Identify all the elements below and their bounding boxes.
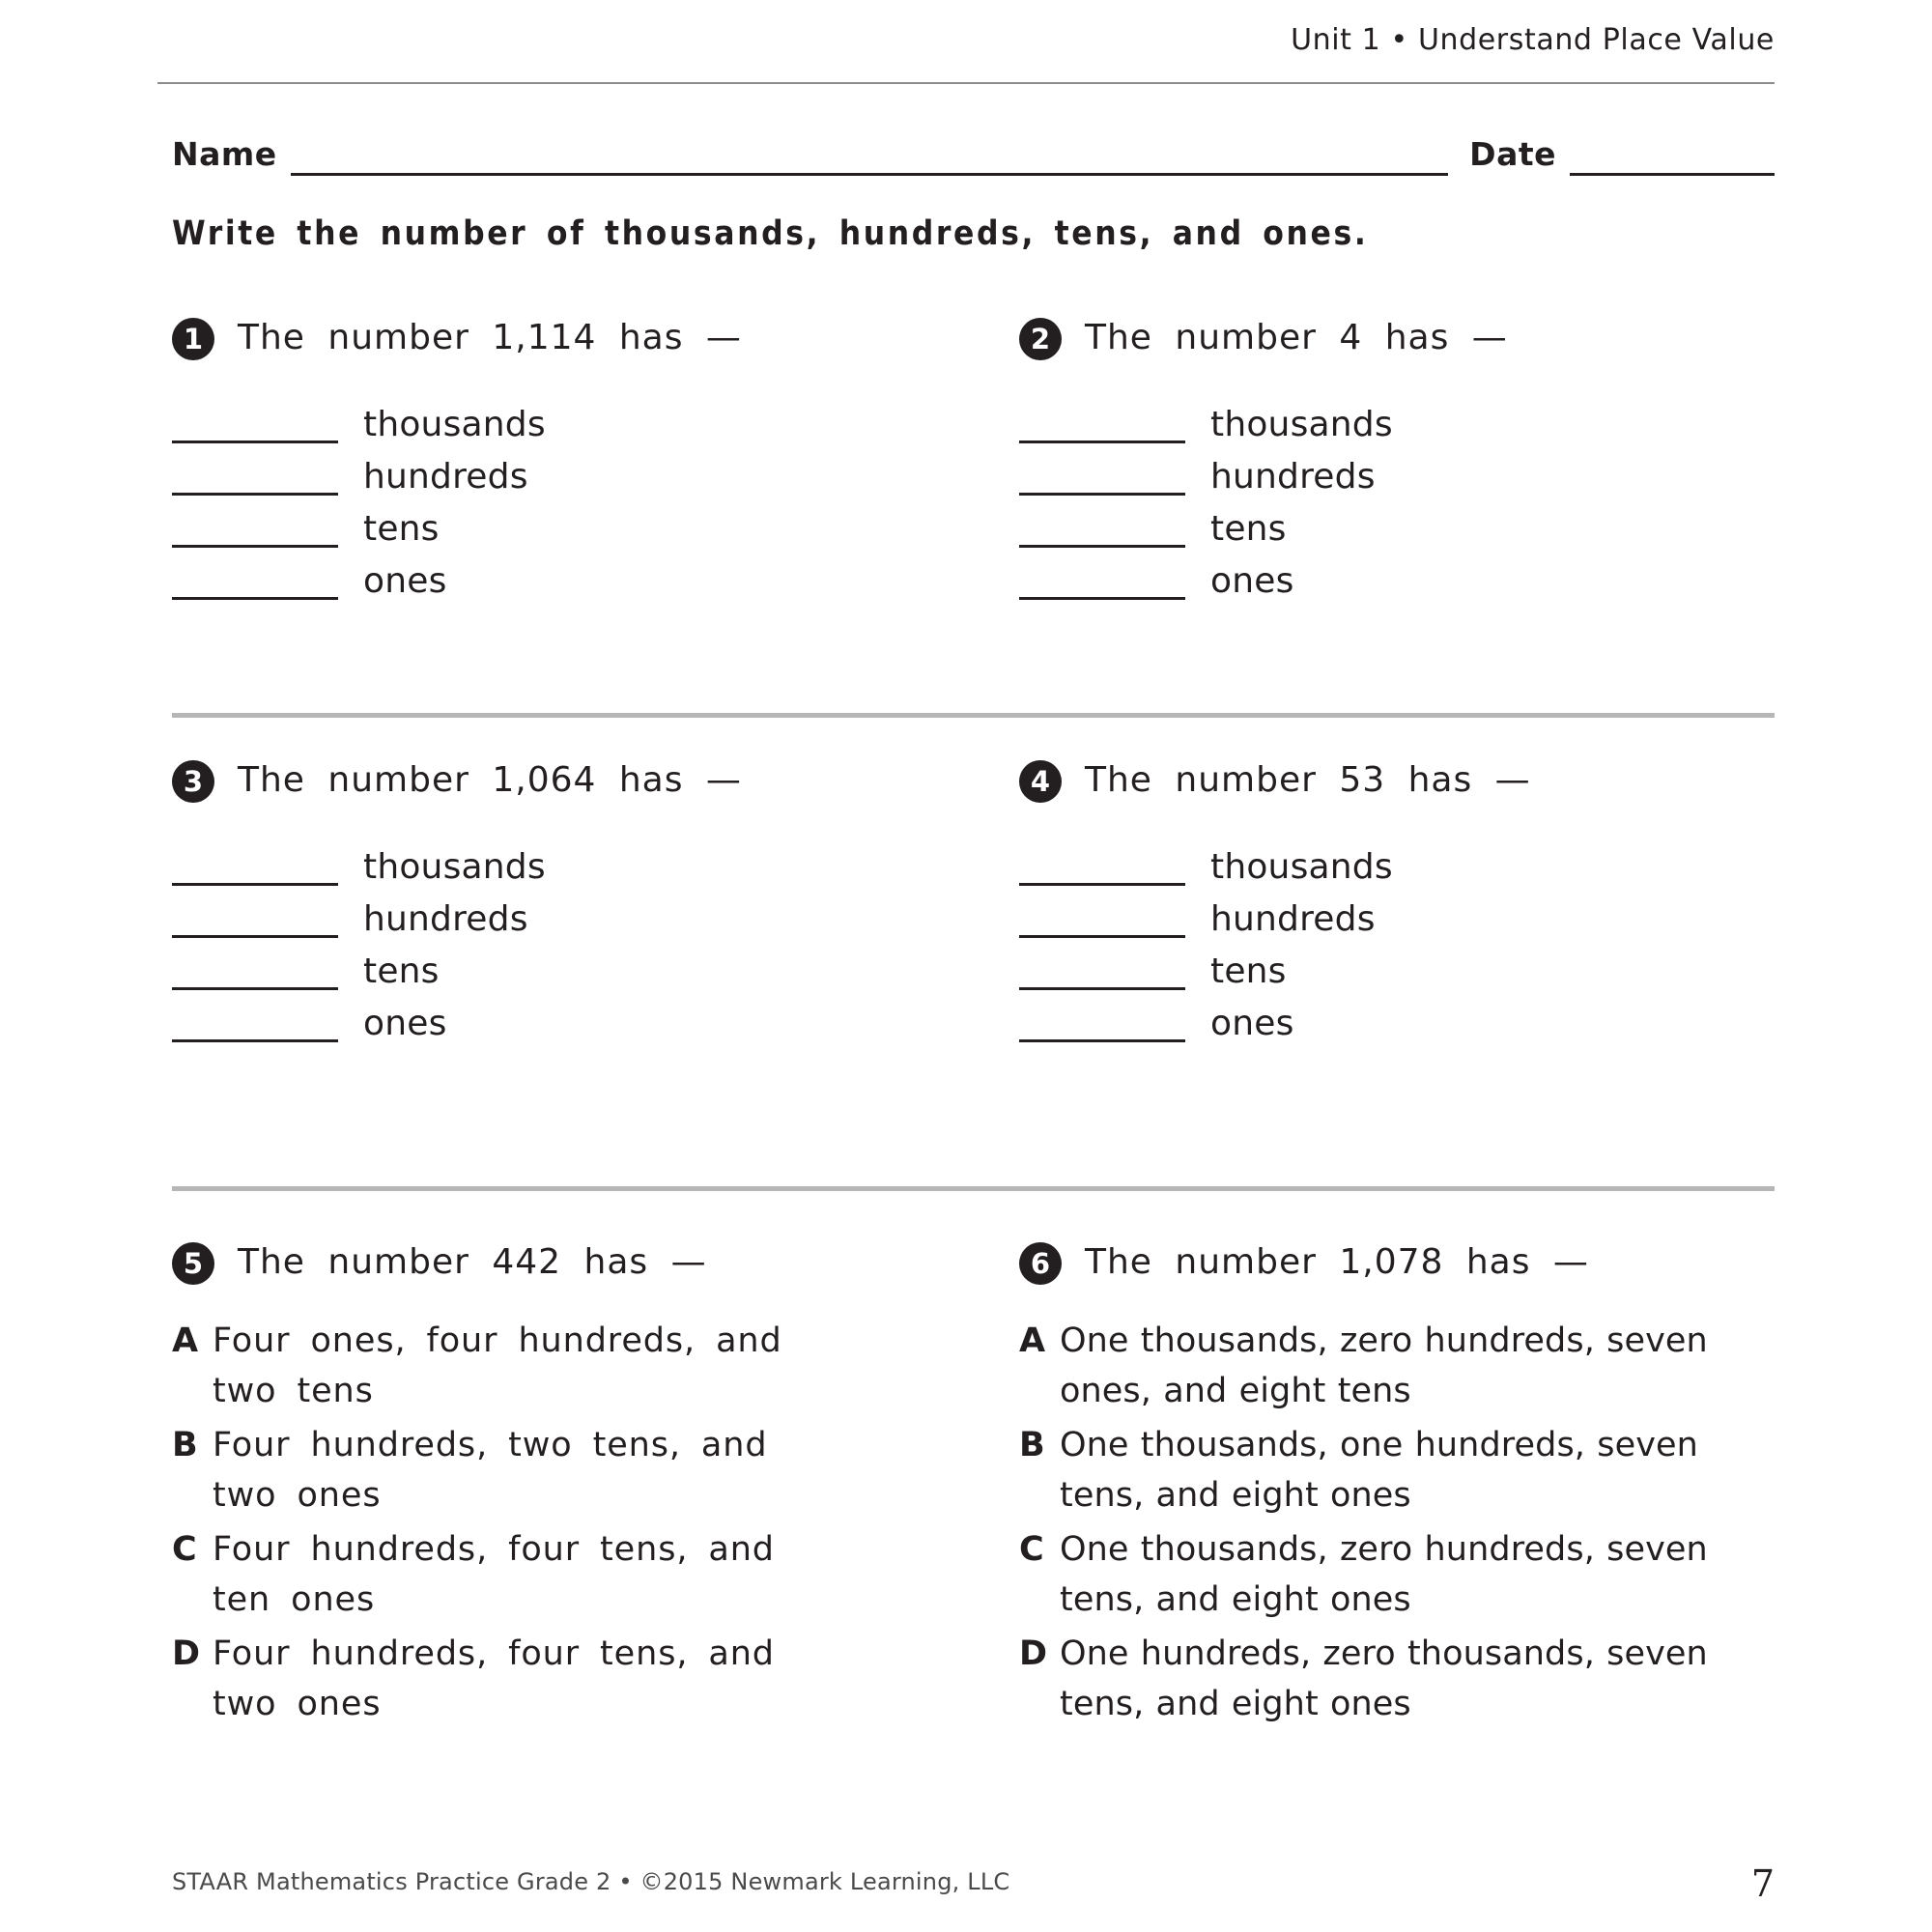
blank-row	[172, 399, 964, 451]
choice-letter-b: B	[1019, 1426, 1045, 1464]
answer-blank-ones[interactable]	[1019, 1039, 1185, 1042]
choice-text-a: One thousands, zero hundreds, seven ones, and eight tens	[1060, 1321, 1708, 1410]
question-2-number-badge: 2	[1019, 318, 1062, 360]
choice-text-a: Four ones, four hundreds, and two tens	[213, 1321, 782, 1410]
blank-row	[1019, 841, 1869, 894]
question-1-header	[172, 314, 964, 362]
place-label-thousands: thousands	[1210, 405, 1393, 444]
choice-option-d[interactable]	[172, 1629, 964, 1729]
question-4-blanks	[1019, 841, 1869, 1050]
question-3-number-badge: 3	[172, 760, 214, 803]
page-number: 7	[1750, 1862, 1775, 1905]
choice-letter-d: D	[172, 1634, 201, 1673]
date-label: Date	[1469, 135, 1556, 173]
choice-letter-a: A	[172, 1321, 199, 1360]
section-divider-2	[172, 1186, 1775, 1191]
answer-blank-ones[interactable]	[172, 1039, 338, 1042]
blank-row	[172, 894, 964, 946]
question-4-prompt: The number 53 has —	[1085, 760, 1531, 800]
blank-row	[1019, 946, 1869, 998]
running-head: Unit 1 • Understand Place Value	[1291, 23, 1775, 57]
place-label-hundreds: hundreds	[363, 457, 528, 497]
choice-letter-d: D	[1019, 1634, 1048, 1673]
place-label-tens: tens	[363, 509, 440, 549]
question-4-header	[1019, 756, 1869, 805]
answer-blank-tens[interactable]	[172, 987, 338, 990]
question-6-header	[1019, 1238, 1869, 1287]
answer-blank-thousands[interactable]	[1019, 883, 1185, 886]
choice-letter-c: C	[1019, 1530, 1044, 1569]
choice-text-b: One thousands, one hundreds, seven tens, and eight ones	[1060, 1426, 1698, 1515]
question-6-number-badge: 6	[1019, 1242, 1062, 1285]
place-label-tens: tens	[1210, 509, 1287, 549]
answer-blank-thousands[interactable]	[1019, 440, 1185, 443]
place-label-thousands: thousands	[1210, 847, 1393, 887]
question-2-prompt: The number 4 has —	[1085, 318, 1508, 357]
instruction-text: Write the number of thousands, hundreds, tens, and ones.	[172, 214, 1369, 253]
place-label-ones: ones	[1210, 561, 1294, 601]
question-1-prompt: The number 1,114 has —	[238, 318, 742, 357]
question-3-header	[172, 756, 964, 805]
choice-letter-b: B	[172, 1426, 198, 1464]
answer-blank-tens[interactable]	[172, 545, 338, 548]
answer-blank-ones[interactable]	[1019, 597, 1185, 600]
question-4	[1019, 756, 1869, 1050]
choice-letter-a: A	[1019, 1321, 1046, 1360]
choice-option-b[interactable]	[172, 1420, 964, 1520]
question-6	[1019, 1238, 1869, 1733]
place-label-tens: tens	[363, 952, 440, 991]
answer-blank-thousands[interactable]	[172, 883, 338, 886]
blank-row	[172, 503, 964, 555]
answer-blank-hundreds[interactable]	[172, 935, 338, 938]
answer-blank-hundreds[interactable]	[1019, 935, 1185, 938]
blank-row	[1019, 998, 1869, 1050]
place-label-ones: ones	[1210, 1004, 1294, 1043]
answer-blank-hundreds[interactable]	[172, 493, 338, 496]
question-4-number-badge: 4	[1019, 760, 1062, 803]
blank-row	[1019, 399, 1869, 451]
answer-blank-thousands[interactable]	[172, 440, 338, 443]
answer-blank-hundreds[interactable]	[1019, 493, 1185, 496]
blank-row	[172, 998, 964, 1050]
section-divider-1	[172, 713, 1775, 718]
question-5-header	[172, 1238, 964, 1287]
choice-text-c: Four hundreds, four tens, and ten ones	[213, 1530, 775, 1619]
question-1-blanks	[172, 399, 964, 608]
blank-row	[1019, 503, 1869, 555]
place-label-tens: tens	[1210, 952, 1287, 991]
header-divider	[157, 82, 1775, 84]
choice-option-b[interactable]	[1019, 1420, 1869, 1520]
question-3	[172, 756, 964, 1050]
choice-text-d: Four hundreds, four tens, and two ones	[213, 1634, 775, 1723]
blank-row	[1019, 451, 1869, 503]
question-2-blanks	[1019, 399, 1869, 608]
question-5	[172, 1238, 964, 1733]
choice-letter-c: C	[172, 1530, 197, 1569]
place-label-ones: ones	[363, 1004, 447, 1043]
place-label-thousands: thousands	[363, 847, 546, 887]
place-label-hundreds: hundreds	[1210, 899, 1376, 939]
name-date-row	[172, 135, 1775, 182]
place-label-hundreds: hundreds	[1210, 457, 1376, 497]
question-6-choices	[1019, 1316, 1869, 1729]
place-label-ones: ones	[363, 561, 447, 601]
question-5-choices	[172, 1316, 964, 1729]
question-2-header	[1019, 314, 1869, 362]
name-label: Name	[172, 135, 277, 173]
blank-row	[172, 946, 964, 998]
choice-option-d[interactable]	[1019, 1629, 1869, 1729]
choice-option-c[interactable]	[172, 1524, 964, 1625]
blank-row	[1019, 555, 1869, 608]
answer-blank-tens[interactable]	[1019, 545, 1185, 548]
name-input-line[interactable]	[291, 173, 1449, 176]
question-3-blanks	[172, 841, 964, 1050]
choice-text-b: Four hundreds, two tens, and two ones	[213, 1426, 768, 1515]
choice-text-d: One hundreds, zero thousands, seven tens, and eight ones	[1060, 1634, 1708, 1723]
question-1	[172, 314, 964, 608]
question-1-number-badge: 1	[172, 318, 214, 360]
question-2	[1019, 314, 1869, 608]
question-5-prompt: The number 442 has —	[238, 1242, 707, 1282]
blank-row	[172, 555, 964, 608]
blank-row	[1019, 894, 1869, 946]
choice-option-c[interactable]	[1019, 1524, 1869, 1625]
choice-option-a[interactable]	[172, 1316, 964, 1416]
question-3-prompt: The number 1,064 has —	[238, 760, 742, 800]
choice-text-c: One thousands, zero hundreds, seven tens, and eight ones	[1060, 1530, 1708, 1619]
footer-credit: STAAR Mathematics Practice Grade 2 • ©2015 Newmark Learning, LLC	[172, 1868, 1010, 1895]
date-input-line[interactable]	[1570, 173, 1775, 176]
answer-blank-ones[interactable]	[172, 597, 338, 600]
choice-option-a[interactable]	[1019, 1316, 1869, 1416]
question-6-prompt: The number 1,078 has —	[1085, 1242, 1589, 1282]
place-label-hundreds: hundreds	[363, 899, 528, 939]
blank-row	[172, 451, 964, 503]
place-label-thousands: thousands	[363, 405, 546, 444]
answer-blank-tens[interactable]	[1019, 987, 1185, 990]
question-5-number-badge: 5	[172, 1242, 214, 1285]
blank-row	[172, 841, 964, 894]
